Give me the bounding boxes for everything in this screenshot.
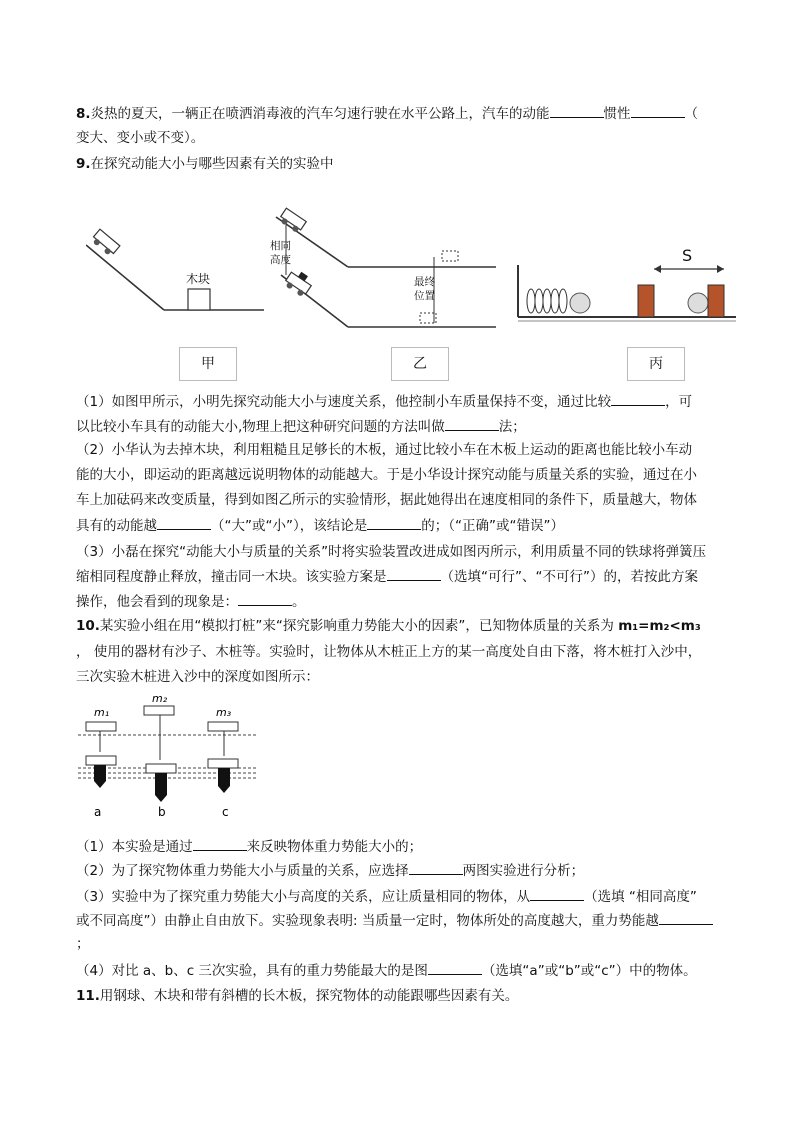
q9-p3-blank-2[interactable] xyxy=(238,591,292,606)
q8-text-b: 惯性 xyxy=(603,106,631,122)
q9-title-text: 在探究动能大小与哪些因素有关的实验中 xyxy=(90,156,334,172)
wood-block xyxy=(188,289,210,310)
figure-caption-bing: 丙 xyxy=(627,347,685,381)
q10-p3-text-b: （选填 “相同高度” xyxy=(584,889,697,905)
q8-text-a: 炎热的夏天，一辆正在喷洒消毒液的汽车匀速行驶在水平公路上，汽车的动能 xyxy=(90,106,550,122)
q9-part2-line-4 xyxy=(76,515,564,536)
q9-p1-text-b: ，可 xyxy=(665,394,693,410)
q10-p3-text-a: （3）实验中为了探究重力势能大小与高度的关系，应让质量相同的物体，从 xyxy=(76,889,531,905)
wood-block-label: 木块 xyxy=(186,272,211,286)
q9-part3-line-2 xyxy=(76,566,698,587)
q10-line-1 xyxy=(76,616,701,636)
q11-line xyxy=(76,986,518,1006)
q8-line-1 xyxy=(76,103,698,124)
q9-p1-text-c: 以比较小车具有的动能大小,物理上把这种研究问题的方法叫做 xyxy=(76,419,445,435)
same-height-label-1: 相同 xyxy=(270,240,291,252)
wood-block xyxy=(638,285,654,317)
q9-p2-blank-1[interactable] xyxy=(157,515,211,530)
q9-p3-text-3a: 操作，他会看到的现象是： xyxy=(76,594,238,610)
q9-p3-text-3b: 。 xyxy=(292,594,306,610)
q9-part3-line-3 xyxy=(76,591,306,612)
final-position-label-1: 最终 xyxy=(414,276,435,288)
q10-p3-text-d: ； xyxy=(76,936,90,952)
q9-p2-text-4c: 的；（“正确”或“错误”） xyxy=(421,518,564,534)
q10-text-2: ， 使用的器材有沙子、木桩等。实验时，让物体从木桩正上方的某一高度处自由下落，将木桩打入沙中， xyxy=(76,644,702,660)
q10-p4-text-a: （4）对比 a、b、c 三次实验，具有的重力势能最大的是图 xyxy=(76,963,428,979)
q9-p1-blank-2[interactable] xyxy=(445,416,499,431)
q8-number: 8. xyxy=(76,106,91,122)
q10-mass-relation: m₁=m₂<m₃ xyxy=(618,618,701,634)
label-c: c xyxy=(222,805,229,819)
q8-text-c: （ xyxy=(684,106,699,122)
q10-text-1: 某实验小组在用“模拟打桩”来“探究影响重力势能大小的因素”，已知物体质量的关系为 xyxy=(99,618,614,634)
figure-yi xyxy=(270,208,496,327)
cart-icon xyxy=(278,208,306,234)
q10-part2 xyxy=(76,860,584,881)
q10-p4-blank[interactable] xyxy=(428,960,482,975)
q10-p4-text-b: （选填“a”或“b”或“c”）中的物体。 xyxy=(481,963,697,979)
figure-caption-yi: 乙 xyxy=(391,347,449,381)
q9-p3-text-1: （3）小磊在探究“动能大小与质量的关系”时将实验装置改进成如图丙所示，利用质量不同的铁球将弹簧压 xyxy=(76,544,707,560)
q10-p2-text-b: 两图实验进行分析； xyxy=(462,863,585,879)
label-b: b xyxy=(158,805,166,819)
q10-number: 10. xyxy=(76,618,100,634)
figure-caption-jia: 甲 xyxy=(179,347,237,381)
q9-p3-blank-1[interactable] xyxy=(387,566,441,581)
q9-part1-line-1 xyxy=(76,391,692,412)
q9-part1-line-2 xyxy=(76,416,526,437)
q10-p1-text-b: 来反映物体重力势能大小的； xyxy=(246,839,423,855)
q10-p3-blank-2[interactable] xyxy=(659,910,713,925)
q8-text-d: 变大、变小或不变）。 xyxy=(76,130,205,146)
q9-p2-text-2: 能的大小，即运动的距离越远说明物体的动能越大。于是小华设计探究动能与质量关系的实验，通过在小 xyxy=(76,467,697,483)
q9-number: 9. xyxy=(76,156,91,172)
q9-p1-text-d: 法； xyxy=(498,419,526,435)
q10-part3-line-2 xyxy=(76,910,713,931)
figure-jia xyxy=(86,229,264,310)
q8-line-2 xyxy=(76,128,204,148)
q9-p2-text-4a: 具有的动能越 xyxy=(76,518,157,534)
q9-p3-text-2a: 缩相同程度静止释放，撞击同一木块。该实验方案是 xyxy=(76,569,387,585)
q9-p1-blank-1[interactable] xyxy=(611,391,665,406)
q8-blank-1[interactable] xyxy=(550,103,604,118)
q9-p2-text-3: 车上加砝码来改变质量，得到如图乙所示的实验情形，据此她得出在速度相同的条件下，质量越大，物体 xyxy=(76,492,697,508)
figure-bing xyxy=(518,246,736,321)
iron-ball xyxy=(688,293,708,313)
wood-block xyxy=(708,285,724,317)
mass-label-m1: m₁ xyxy=(94,706,110,719)
spring-icon xyxy=(527,289,567,313)
q10-p2-text-a: （2）为了探究物体重力势能大小与质量的关系，应选择 xyxy=(76,863,409,879)
q11-text: 用钢球、木块和带有斜槽的长木板，探究物体的动能跟哪些因素有关。 xyxy=(99,988,519,1004)
q9-part2-line-1 xyxy=(76,440,692,460)
q11-number: 11. xyxy=(76,988,100,1004)
q10-line-3 xyxy=(76,667,319,687)
q9-part2-line-3 xyxy=(76,490,697,510)
q10-text-3: 三次实验木桩进入沙中的深度如图所示： xyxy=(76,669,319,685)
q10-p1-text-a: （1）本实验是通过 xyxy=(76,839,193,855)
q9-part2-line-2 xyxy=(76,465,697,485)
q10-part4 xyxy=(76,960,697,981)
stake-a xyxy=(94,765,106,781)
q10-p2-blank[interactable] xyxy=(409,860,463,875)
q9-figure xyxy=(86,205,746,335)
q9-p1-text-a: （1）如图甲所示，小明先探究动能大小与速度关系，他控制小车质量保持不变，通过比较 xyxy=(76,394,612,410)
same-height-label-2: 高度 xyxy=(270,254,291,266)
q9-p3-text-2b: （选填“可行”、“不可行”）的，若按此方案 xyxy=(440,569,698,585)
q10-p1-blank[interactable] xyxy=(193,836,247,851)
label-a: a xyxy=(94,805,102,819)
q9-title xyxy=(76,154,334,174)
q8-blank-2[interactable] xyxy=(631,103,685,118)
cart-with-weight-icon xyxy=(283,267,315,298)
final-position-label-2: 位置 xyxy=(414,290,435,302)
q10-figure xyxy=(78,692,258,822)
q10-part3-line-1 xyxy=(76,886,697,907)
q9-p2-text-4b: （“大”或“小”），该结论是 xyxy=(211,518,368,534)
q10-p3-text-c: 或不同高度”）由静止自由放下。实验现象表明: 当质量一定时，物体所处的高度越大，重力势能越 xyxy=(76,913,659,929)
mass-label-m3: m₃ xyxy=(216,706,232,719)
stake-c xyxy=(218,768,230,786)
mass-label-m2: m₂ xyxy=(152,692,168,705)
q10-part1 xyxy=(76,836,422,857)
stake-b xyxy=(155,773,167,795)
q9-p2-blank-2[interactable] xyxy=(367,515,421,530)
q10-line-2 xyxy=(76,642,701,662)
iron-ball xyxy=(570,293,590,313)
q9-p2-text-1: （2）小华认为去掉木块，利用粗糙且足够长的木板，通过比较小车在木板上运动的距离也能比较小车动 xyxy=(76,442,693,458)
distance-label: S xyxy=(682,246,693,265)
q10-p3-blank-1[interactable] xyxy=(530,886,584,901)
q9-part3-line-1 xyxy=(76,542,706,562)
q10-part3-line-3 xyxy=(76,934,90,954)
